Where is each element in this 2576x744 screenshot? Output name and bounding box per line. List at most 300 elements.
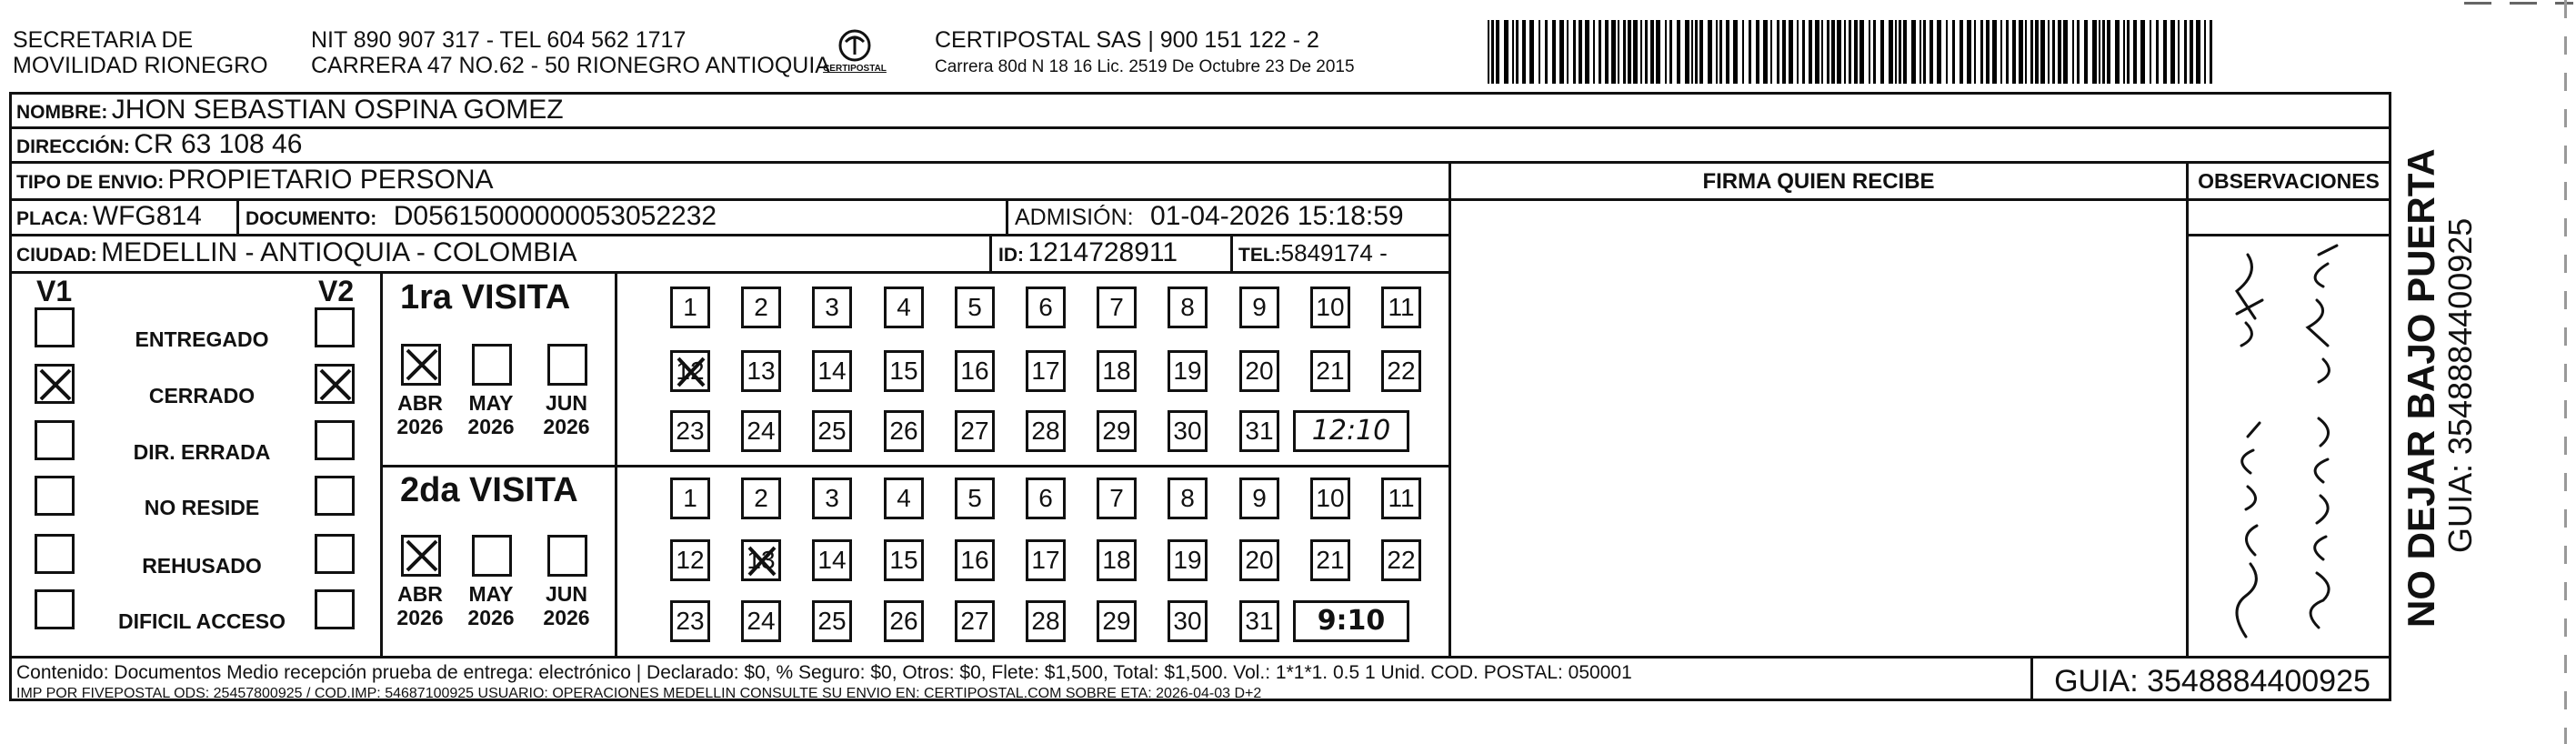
- barcode-bar: [2123, 20, 2125, 84]
- first-visit-day-box[interactable]: [741, 410, 781, 452]
- v2-label: V2: [318, 275, 355, 307]
- id-label: ID:: [998, 245, 1024, 266]
- day-number: 25: [817, 417, 847, 445]
- second-visit-day-box[interactable]: [1310, 478, 1350, 519]
- barcode-bar: [1967, 20, 1971, 84]
- barcode-bar: [1719, 20, 1722, 84]
- first-visit-day-box[interactable]: [1168, 287, 1208, 328]
- day-number: 1: [683, 484, 697, 512]
- day-number: 11: [1388, 484, 1415, 512]
- day-number: 22: [1387, 357, 1416, 385]
- day-number: 16: [960, 546, 989, 574]
- barcode-bar: [2006, 20, 2009, 84]
- second-visit-day-box[interactable]: [741, 600, 781, 642]
- barcode-bar: [1579, 20, 1582, 84]
- second-visit-time-value: 9:10: [1317, 605, 1386, 637]
- direccion-label: DIRECCIÓN:: [16, 136, 130, 157]
- barcode-bar: [1911, 20, 1916, 84]
- day-number: 8: [1180, 293, 1195, 321]
- v1-checkbox[interactable]: [35, 534, 75, 574]
- barcode-bar: [1980, 20, 1983, 84]
- barcode-bar: [1695, 20, 1698, 84]
- second-visit-day-box[interactable]: [741, 478, 781, 519]
- first-visit-day-box[interactable]: [1026, 287, 1066, 328]
- first-visit-day-box[interactable]: [884, 287, 924, 328]
- barcode-bar: [1797, 20, 1799, 84]
- second-visit-day-box[interactable]: [1026, 478, 1066, 519]
- ciudad-label: CIUDAD:: [16, 245, 97, 266]
- status-option-label: DIR. ERRADA: [133, 440, 271, 464]
- barcode-bar: [1895, 20, 1897, 84]
- day-number: 10: [1316, 293, 1345, 321]
- v2-checkbox[interactable]: [315, 364, 355, 404]
- second-visit-day-box[interactable]: [1097, 600, 1137, 642]
- barcode-bar: [1986, 20, 1990, 84]
- day-number: 4: [897, 484, 911, 512]
- barcode-bar: [1831, 20, 1835, 84]
- footer-impresion: IMP POR FIVEPOSTAL ODS: 25457800925 / COD.IMP: 54687100925 USUARIO: OPERACIONES MEDELLIN CONSULTE SU ENVIO EN: CERTIPOSTAL.COM SOBRE ETA: 2026-04-03 D+2: [16, 686, 1262, 701]
- day-number: 28: [1031, 607, 1060, 635]
- barcode-bar: [1656, 20, 1660, 84]
- second-visit-day-box[interactable]: [955, 600, 995, 642]
- day-number: 7: [1109, 484, 1124, 512]
- v1-label: V1: [36, 275, 73, 307]
- barcode-bar: [1821, 20, 1823, 84]
- day-number: 8: [1180, 484, 1195, 512]
- second-visit-month-checkbox[interactable]: [547, 535, 587, 577]
- barcode-bar: [2025, 20, 2027, 84]
- first-visit-month-label: [459, 391, 523, 438]
- barcode-bar: [1623, 20, 1626, 84]
- documento-label: DOCUMENTO:: [246, 208, 377, 229]
- v1-checkbox[interactable]: [35, 364, 75, 404]
- barcode-bar: [2000, 20, 2002, 84]
- first-visit-day-box[interactable]: [670, 287, 710, 328]
- placa-label: PLACA:: [16, 208, 89, 229]
- barcode-bar: [2115, 20, 2120, 84]
- day-number: 1: [683, 293, 697, 321]
- barcode-bar: [1733, 20, 1738, 84]
- barcode-bar: [2133, 20, 2137, 84]
- barcode-bar: [1640, 20, 1642, 84]
- second-visit-day-box[interactable]: [1239, 600, 1279, 642]
- observaciones-label: OBSERVACIONES: [2198, 169, 2380, 193]
- first-visit-day-box[interactable]: [955, 287, 995, 328]
- first-visit-month-checkbox[interactable]: [472, 344, 512, 386]
- admision-value: 01-04-2026 15:18:59: [1150, 201, 1404, 231]
- barcode-bar: [1903, 20, 1907, 84]
- barcode-bar: [2040, 20, 2045, 84]
- cut-marks: [2464, 2, 2573, 5]
- v2-checkbox[interactable]: [315, 476, 355, 516]
- barcode-bar: [1691, 20, 1693, 84]
- barcode-bar: [1708, 20, 1712, 84]
- barcode-bar: [2127, 20, 2130, 84]
- cell-divider: [1230, 236, 1233, 272]
- documento-value: D05615000000053052232: [393, 201, 717, 231]
- barcode-bar: [2092, 20, 2097, 84]
- barcode-bar: [1802, 20, 1805, 84]
- status-option-label: DIFICIL ACCESO: [117, 609, 286, 633]
- first-visit-day-box[interactable]: [1310, 287, 1350, 328]
- first-visit-day-box[interactable]: [1097, 350, 1137, 392]
- day-number: 12: [676, 546, 705, 574]
- barcode-bar: [1974, 20, 1976, 84]
- org-name-line2: MOVILIDAD RIONEGRO: [13, 53, 268, 78]
- first-visit-time-value: 12:10: [1311, 415, 1391, 447]
- month-year: 2026: [543, 415, 590, 438]
- barcode-bar: [1756, 20, 1759, 84]
- first-visit-day-box[interactable]: [812, 287, 852, 328]
- tel-label: TEL:: [1238, 245, 1281, 266]
- second-visit-month-label: [459, 582, 523, 629]
- day-number: 17: [1031, 357, 1060, 385]
- tipo-envio-label: TIPO DE ENVIO:: [16, 172, 165, 193]
- barcode-bar: [1789, 20, 1793, 84]
- v2-checkbox[interactable]: [315, 589, 355, 629]
- barcode-bar: [1529, 20, 1534, 84]
- day-number: 23: [676, 417, 705, 445]
- barcode-bar: [1889, 20, 1893, 84]
- first-visit-day-box[interactable]: [670, 350, 710, 392]
- month-year: 2026: [467, 606, 515, 629]
- day-number: 31: [1245, 417, 1274, 445]
- day-number: 19: [1173, 357, 1202, 385]
- company-line1: CERTIPOSTAL SAS | 900 151 122 - 2: [935, 27, 1319, 53]
- barcode-bar: [2102, 20, 2105, 84]
- first-visit-day-box[interactable]: [741, 287, 781, 328]
- ciudad-value: MEDELLIN - ANTIOQUIA - COLOMBIA: [101, 237, 577, 267]
- second-visit-day-box[interactable]: [741, 539, 781, 581]
- first-visit-day-box[interactable]: [884, 350, 924, 392]
- barcode-bar: [2196, 20, 2200, 84]
- barcode-bar: [1815, 20, 1819, 84]
- barcode-bar: [1522, 20, 1526, 84]
- barcode-bar: [1844, 20, 1846, 84]
- second-visit-day-box[interactable]: [1168, 478, 1208, 519]
- second-visit-day-box[interactable]: [1168, 539, 1208, 581]
- barcode-bar: [1960, 20, 1963, 84]
- first-visit-day-box[interactable]: [955, 410, 995, 452]
- first-visit-time: [1293, 410, 1409, 452]
- barcode-bar: [1599, 20, 1601, 84]
- barcode-bar: [2190, 20, 2193, 84]
- month-name: ABR: [397, 582, 443, 606]
- second-visit-day-box[interactable]: [1026, 539, 1066, 581]
- day-number: 26: [889, 417, 918, 445]
- barcode-bar: [2048, 20, 2050, 84]
- second-visit-day-box[interactable]: [955, 539, 995, 581]
- barcode-bar: [1611, 20, 1616, 84]
- barcode-bar: [1685, 20, 1689, 84]
- barcode-bar: [1827, 20, 1829, 84]
- day-number: 13: [747, 357, 776, 385]
- barcode-bar: [2099, 20, 2100, 84]
- first-visit-day-box[interactable]: [1026, 410, 1066, 452]
- barcode-bar: [1585, 20, 1589, 84]
- barcode-bar: [2178, 20, 2180, 84]
- barcode-bar: [1628, 20, 1631, 84]
- second-visit-day-box[interactable]: [1381, 478, 1421, 519]
- day-number: 23: [676, 607, 705, 635]
- barcode-bar: [2058, 20, 2061, 84]
- day-number: 14: [817, 546, 847, 574]
- day-number: 25: [817, 607, 847, 635]
- day-number: 18: [1102, 546, 1131, 574]
- day-number: 29: [1102, 607, 1131, 635]
- second-visit-day-box[interactable]: [955, 478, 995, 519]
- day-number: 15: [889, 357, 918, 385]
- barcode-bar: [1491, 20, 1494, 84]
- address-line: CARRERA 47 NO.62 - 50 RIONEGRO ANTIOQUIA: [311, 53, 830, 78]
- v2-checkbox[interactable]: [315, 420, 355, 460]
- day-number: 27: [960, 607, 989, 635]
- cell-divider: [1006, 198, 1008, 235]
- status-option-label: REHUSADO: [142, 554, 262, 578]
- second-visit-month-checkbox[interactable]: [472, 535, 512, 577]
- barcode-bar: [1809, 20, 1812, 84]
- day-number: 11: [1388, 293, 1415, 321]
- barcode-bar: [2012, 20, 2016, 84]
- barcode-bar: [2035, 20, 2039, 84]
- month-year: 2026: [396, 606, 444, 629]
- v1-checkbox[interactable]: [35, 589, 75, 629]
- barcode-bar: [1605, 20, 1609, 84]
- first-visit-day-box[interactable]: [670, 410, 710, 452]
- barcode-bar: [2210, 20, 2212, 84]
- day-number: 19: [1173, 546, 1202, 574]
- barcode-bar: [1952, 20, 1955, 84]
- ciudad-cell: [16, 233, 577, 277]
- second-visit-day-box[interactable]: [884, 600, 924, 642]
- second-visit-day-box[interactable]: [1026, 600, 1066, 642]
- day-number: 21: [1316, 546, 1345, 574]
- v1-checkbox[interactable]: [35, 420, 75, 460]
- second-visit-day-box[interactable]: [1168, 600, 1208, 642]
- barcode-bar: [1749, 20, 1751, 84]
- second-visit-day-box[interactable]: [1239, 539, 1279, 581]
- barcode-bar: [1859, 20, 1864, 84]
- barcode-bar: [1665, 20, 1667, 84]
- first-visit-day-box[interactable]: [1239, 410, 1279, 452]
- month-name: ABR: [397, 391, 443, 415]
- tel-value: 5849174 -: [1280, 239, 1388, 266]
- day-number: 27: [960, 417, 989, 445]
- day-number: 16: [960, 357, 989, 385]
- second-visit-day-box[interactable]: [1381, 539, 1421, 581]
- nit-line: NIT 890 907 317 - TEL 604 562 1717: [311, 27, 687, 53]
- second-visit-day-box[interactable]: [670, 539, 710, 581]
- month-name: JUN: [545, 582, 587, 606]
- vertical-guia: GUIA: 3548884400925: [2441, 217, 2479, 553]
- first-visit-day-box[interactable]: [1239, 350, 1279, 392]
- barcode-bar: [2170, 20, 2175, 84]
- first-visit-day-box[interactable]: [812, 410, 852, 452]
- first-visit-day-box[interactable]: [1168, 410, 1208, 452]
- second-visit-day-box[interactable]: [812, 539, 852, 581]
- day-number: 6: [1038, 484, 1053, 512]
- barcode-bar: [1669, 20, 1672, 84]
- second-visit-day-box[interactable]: [812, 478, 852, 519]
- day-number: 13: [747, 546, 776, 574]
- barcode-bar: [1496, 20, 1499, 84]
- barcode-bar: [2140, 20, 2145, 84]
- second-visit-month-label: [535, 582, 598, 629]
- day-number: 30: [1173, 607, 1202, 635]
- cell-divider: [989, 236, 992, 272]
- second-visit-day-box[interactable]: [1239, 478, 1279, 519]
- handwritten-observations: [2210, 236, 2382, 646]
- visit1-divider: [615, 271, 617, 466]
- day-number: 21: [1316, 357, 1345, 385]
- v1-checkbox[interactable]: [35, 307, 75, 347]
- first-visit-day-box[interactable]: [1381, 287, 1421, 328]
- day-number: 2: [754, 293, 768, 321]
- second-visit-title: 2da VISITA: [400, 471, 578, 509]
- logo-text: CERTIPOSTAL: [823, 64, 887, 74]
- first-visit-day-box[interactable]: [812, 350, 852, 392]
- day-number: 3: [825, 484, 839, 512]
- day-number: 9: [1252, 293, 1267, 321]
- barcode-bar: [1899, 20, 1901, 84]
- day-number: 26: [889, 607, 918, 635]
- first-visit-day-box[interactable]: [1310, 350, 1350, 392]
- month-year: 2026: [396, 415, 444, 438]
- barcode-bar: [2107, 20, 2110, 84]
- firma-header-line: [1451, 198, 2186, 201]
- barcode-bar: [1504, 20, 1509, 84]
- obs-left-border: [2186, 164, 2189, 656]
- day-number: 14: [817, 357, 847, 385]
- day-number: 30: [1173, 417, 1202, 445]
- barcode-bar: [1545, 20, 1548, 84]
- visit2-divider: [615, 465, 617, 656]
- tel-cell: [1238, 233, 1388, 277]
- certipostal-logo: [818, 27, 891, 80]
- status-option-label: ENTREGADO: [135, 327, 269, 351]
- day-number: 17: [1031, 546, 1060, 574]
- first-visit-day-box[interactable]: [955, 350, 995, 392]
- first-visit-month-checkbox[interactable]: [547, 344, 587, 386]
- firma-left-border: [1448, 164, 1451, 656]
- status-option-label: NO RESIDE: [144, 496, 260, 519]
- day-number: 29: [1102, 417, 1131, 445]
- second-visit-day-box[interactable]: [884, 539, 924, 581]
- barcode-bar: [1559, 20, 1564, 84]
- day-number: 6: [1038, 293, 1053, 321]
- day-number: 5: [967, 484, 982, 512]
- barcode-bar: [1873, 20, 1876, 84]
- admision-label: ADMISIÓN:: [1015, 205, 1134, 230]
- day-number: 12: [676, 357, 705, 385]
- second-visit-day-box[interactable]: [1097, 539, 1137, 581]
- second-visit-day-box[interactable]: [1097, 478, 1137, 519]
- barcode-bar: [1516, 20, 1519, 84]
- footer-divider: [9, 656, 2391, 659]
- second-visit-day-box[interactable]: [670, 478, 710, 519]
- status-right-border: [380, 271, 383, 656]
- barcode-bar: [1946, 20, 1948, 84]
- barcode-bar: [1992, 20, 1997, 84]
- barcode-bar: [2156, 20, 2159, 84]
- firma-label: FIRMA QUIEN RECIBE: [1702, 169, 1935, 194]
- first-visit-month-label: [535, 391, 598, 438]
- id-cell: [998, 233, 1178, 277]
- barcode-bar: [2019, 20, 2023, 84]
- barcode-bar: [1539, 20, 1540, 84]
- barcode-bar: [1650, 20, 1654, 84]
- v1-checkbox[interactable]: [35, 476, 75, 516]
- day-number: 7: [1109, 293, 1124, 321]
- direccion-value: CR 63 108 46: [134, 129, 303, 159]
- barcode-bar: [2184, 20, 2187, 84]
- day-number: 2: [754, 484, 768, 512]
- month-name: MAY: [468, 391, 514, 415]
- barcode-bar: [1869, 20, 1870, 84]
- barcode-bar: [1770, 20, 1772, 84]
- second-visit-month-checkbox[interactable]: [401, 535, 441, 577]
- v2-checkbox[interactable]: [315, 534, 355, 574]
- day-number: 4: [897, 293, 911, 321]
- barcode-bar: [2163, 20, 2167, 84]
- month-year: 2026: [543, 606, 590, 629]
- v2-checkbox[interactable]: [315, 307, 355, 347]
- first-visit-day-box[interactable]: [741, 350, 781, 392]
- first-visit-day-box[interactable]: [1097, 410, 1137, 452]
- first-visit-day-box[interactable]: [1026, 350, 1066, 392]
- second-visit-day-box[interactable]: [670, 600, 710, 642]
- day-number: 20: [1245, 357, 1274, 385]
- first-visit-day-box[interactable]: [1168, 350, 1208, 392]
- first-visit-month-checkbox[interactable]: [401, 344, 441, 386]
- barcode-bar: [2063, 20, 2068, 84]
- barcode-bar: [1633, 20, 1638, 84]
- barcode-bar: [2084, 20, 2088, 84]
- barcode-bar: [2150, 20, 2151, 84]
- first-visit-day-box[interactable]: [1381, 350, 1421, 392]
- day-number: 22: [1387, 546, 1416, 574]
- footer-contenido: Contenido: Documentos Medio recepción prueba de entrega: electrónico | Declarado: $0, % Seguro: $0, Otros: $0, Flete: $1,500, Total: $1,500. Vol.: 1*1*1. 0.5 1 Unid. COD. POSTAL: 050001: [16, 662, 1632, 683]
- barcode-bar: [2072, 20, 2074, 84]
- day-number: 15: [889, 546, 918, 574]
- nombre-label: NOMBRE:: [16, 102, 108, 123]
- edge-marks: [2564, 0, 2567, 744]
- barcode-bar: [1488, 20, 1489, 84]
- barcode-bar: [1573, 20, 1576, 84]
- obs-right-border: [2389, 164, 2391, 656]
- barcode-bar: [1726, 20, 1729, 84]
- barcode-bar: [1618, 20, 1619, 84]
- first-visit-title: 1ra VISITA: [400, 278, 571, 317]
- org-name-line1: SECRETARIA DE: [13, 27, 194, 53]
- barcode-bar: [1645, 20, 1648, 84]
- second-visit-day-box[interactable]: [884, 478, 924, 519]
- second-visit-day-box[interactable]: [1310, 539, 1350, 581]
- second-visit-month-label: [388, 582, 452, 629]
- first-visit-day-box[interactable]: [884, 410, 924, 452]
- placa-value: WFG814: [92, 201, 202, 231]
- cell-divider: [236, 198, 239, 235]
- barcode-bar: [1677, 20, 1680, 84]
- barcode-bar: [1512, 20, 1514, 84]
- first-visit-day-box[interactable]: [1239, 287, 1279, 328]
- barcode-bar: [1593, 20, 1595, 84]
- first-visit-day-box[interactable]: [1097, 287, 1137, 328]
- first-visit-month-label: [388, 391, 452, 438]
- barcode-bar: [2077, 20, 2080, 84]
- barcode-bar: [1742, 20, 1744, 84]
- second-visit-day-box[interactable]: [812, 600, 852, 642]
